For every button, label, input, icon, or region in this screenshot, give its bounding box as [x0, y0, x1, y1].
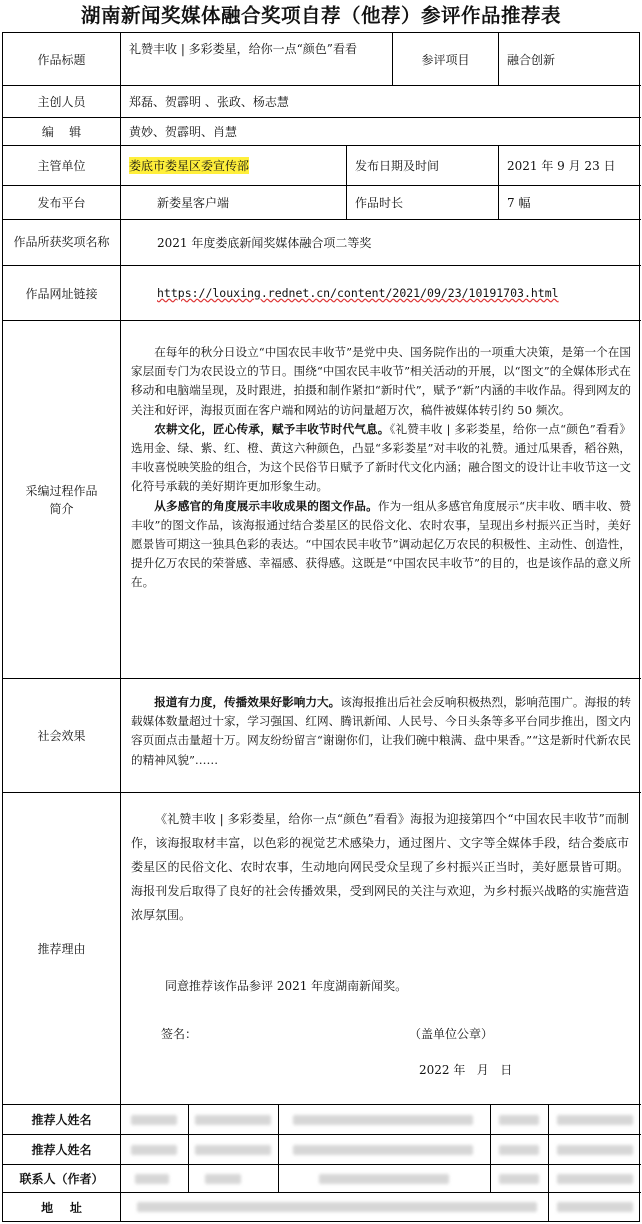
recommender1-phone: [549, 1105, 641, 1135]
recommender2-label: 推荐人姓名: [3, 1135, 121, 1165]
platform-label: 发布平台: [3, 186, 121, 220]
seal-label: （盖单位公章）: [409, 1027, 494, 1041]
process-p2-body: 《礼赞丰收 | 多彩娄星，给你一点“颜色”看看》选用金、绿、紫、红、橙、黄这六种颜色，凸显“多彩娄星”对丰收的礼赞。通过瓜果香，稻谷熟，丰收喜悦映笑脸的组合，为这个民俗节日赋予了新时代文化内涵；融合图文的设计让丰收节这一文化符号承载的美好期许更加形象生动。: [131, 421, 631, 494]
recommender2-phone-label: [491, 1135, 549, 1165]
category-value: 融合创新: [499, 33, 641, 86]
effect-cell: [121, 679, 641, 793]
address-extra: [549, 1193, 641, 1221]
editors-label: 编 辑: [3, 118, 121, 146]
effect-label: 社会效果: [3, 679, 121, 793]
award-value: 2021 年度娄底新闻奖媒体融合项二等奖: [121, 220, 641, 266]
contact-name: [121, 1165, 189, 1193]
creators-label: 主创人员: [3, 86, 121, 118]
sign-label: 签名：: [161, 1027, 198, 1041]
work-title-label: 作品标题: [3, 33, 121, 86]
effect-body: 该海报推出后社会反响积极热烈，影响范围广。海报的转载媒体数量超过十家，学习强国、红网、腾讯新闻、人民号、今日头条等多平台同步推出，图文内容页面点击量超十万。网友纷纷留言“谢谢你们，让我们碗中粮满、盘中果香。”“这是新时代新农民的精神风貌”……: [131, 695, 631, 767]
process-paragraph-1: 在每年的秋分日设立“中国农民丰收节”是党中央、国务院作出的一项重大决策，是第一个在国家层面专门为农民设立的节日。围绕“中国农民丰收节”相关活动的开展，以“图文”的全媒体形式在移动和电脑端呈现，及时跟进，拍摄和制作紧扣“新时代”，赋予“新”内涵的丰收作品。得到网友的关注和好评，海报页面在客户端和网站的访问量超万次，稿件被媒体转引约 50 频次。: [131, 345, 631, 417]
platform-value: 新娄星客户端: [121, 186, 347, 220]
address-value: [121, 1193, 549, 1221]
duration-value: 7 幅: [499, 186, 641, 220]
page-title: 湖南新闻奖媒体融合奖项自荐（他荐）参评作品推荐表: [80, 4, 561, 27]
contact-code-label: [491, 1165, 549, 1193]
org-value: 娄底市娄星区委宣传部: [129, 159, 250, 173]
recommender1-name: [121, 1105, 189, 1135]
address-label: 地 址: [3, 1193, 121, 1221]
editors-value: 黄妙、贺霹明、肖慧: [121, 118, 641, 146]
process-paragraph-3: [131, 497, 631, 593]
recommender1-label: 推荐人姓名: [3, 1105, 121, 1135]
recommender2-org: [279, 1135, 491, 1165]
url-label: 作品网址链接: [3, 266, 121, 321]
process-p3-heading: 从多感官的角度展示丰收成果的图文作品。: [154, 498, 378, 513]
process-label: 采编过程作品简介: [3, 321, 121, 679]
creators-value: 郑磊、贺霹明 、张政、杨志慧: [121, 86, 641, 118]
process-text: [131, 343, 631, 593]
effect-text: [131, 693, 631, 770]
reason-label: 推荐理由: [3, 793, 121, 1105]
org-label: 主管单位: [3, 146, 121, 186]
reason-text: [131, 807, 629, 927]
effect-heading: 报道有力度，传播效果好影响力大。: [154, 695, 341, 709]
contact-email: [279, 1165, 491, 1193]
reason-paragraph: 《礼赞丰收 | 多彩娄星，给你一点“颜色”看看》海报为迎接第四个“中国农民丰收节”而制作，该海报取材丰富，以色彩的视觉艺术感染力，通过图片、文字等全媒体手段，结合娄底市娄星区的民俗文化、农时农事，生动地向网民受众呈现了乡村振兴正当时，美好愿景皆可期。海报刊发后取得了良好的社会传播效果，受到网民的关注与欢迎，为乡村振兴战略的实施营造浓厚氛围。: [131, 812, 629, 922]
recommender2-title: [189, 1135, 279, 1165]
process-paragraph-2: [131, 420, 631, 497]
contact-phone-label: [189, 1165, 279, 1193]
sign-date: 2022 年 月 日: [419, 1063, 513, 1077]
agree-text: 同意推荐该作品参评 2021 年度湖南新闻奖。: [165, 979, 408, 993]
url-cell: [121, 266, 641, 321]
award-label: 作品所获奖项名称: [3, 220, 121, 266]
effect-paragraph: [131, 693, 631, 770]
process-p3-body: 作为一组从多感官角度展示“庆丰收、晒丰收、赞丰收”的图文作品，该海报通过结合娄星区的民俗文化、农时农事，呈现出乡村振兴正当时，美好愿景皆可期这一独具色彩的表达。“中国农民丰收节”调动起亿万农民的积极性、主动性、创造性，提升亿万农民的荣誉感、幸福感、获得感。这既是“中国农民丰收节”的目的，也是该作品的意义所在。: [131, 498, 631, 590]
recommender1-org: [279, 1105, 491, 1135]
recommender2-name: [121, 1135, 189, 1165]
process-cell: [121, 321, 641, 679]
recommender1-phone-label: [491, 1105, 549, 1135]
work-title-value: 礼赞丰收 | 多彩娄星，给你一点“颜色”看看: [121, 33, 393, 86]
org-cell: [121, 146, 347, 186]
publish-value: 2021 年 9 月 23 日: [499, 146, 641, 186]
duration-label: 作品时长: [347, 186, 499, 220]
process-p2-heading: 农耕文化，匠心传承，赋予丰收节时代气息。: [154, 421, 390, 436]
url-link[interactable]: https://louxing.rednet.cn/content/2021/09/23/10191703.html: [157, 286, 559, 300]
category-label: 参评项目: [393, 33, 499, 86]
contact-label: 联系人（作者）: [3, 1165, 121, 1193]
recommendation-table: [2, 32, 640, 1222]
publish-label: 发布日期及时间: [347, 146, 499, 186]
contact-code: [549, 1165, 641, 1193]
reason-cell: [121, 793, 641, 1105]
recommender2-phone: [549, 1135, 641, 1165]
recommender1-title: [189, 1105, 279, 1135]
